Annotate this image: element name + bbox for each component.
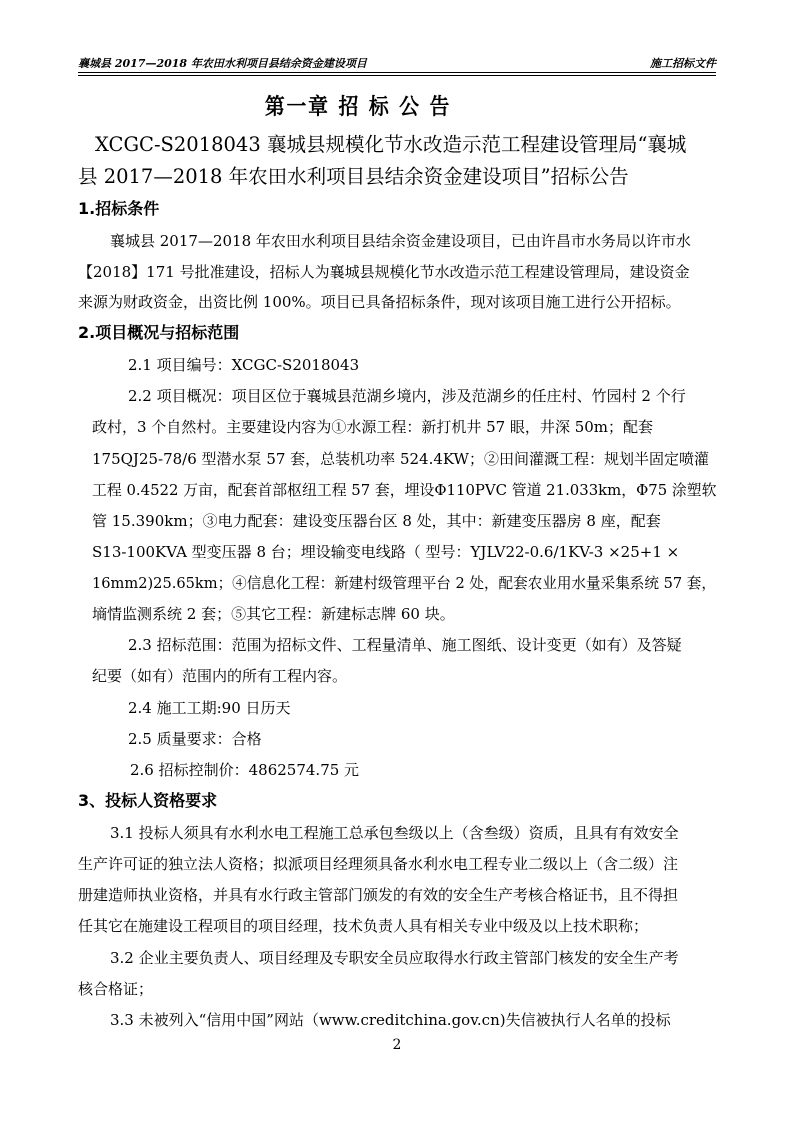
- chapter-title: 第一章 招 标 公 告: [264, 94, 452, 120]
- paragraph-line: S13-100KVA 型变压器 8 台；埋设输变电线路（ 型号：YJLV22-0.6/1KV-3 ×25+1 ×: [92, 543, 680, 561]
- paragraph-line: 政村，3 个自然村。主要建设内容为①水源工程：新打机井 57 眼，井深 50m；配套: [92, 418, 654, 436]
- paragraph-line: 3.3 未被列入“信用中国”网站（www.creditchina.gov.cn)失信被执行人名单的投标: [110, 1011, 671, 1029]
- paragraph-line: 墒情监测系统 2 套；⑤其它工程：新建标志牌 60 块。: [92, 605, 455, 623]
- page-number: 2: [392, 1037, 402, 1053]
- paragraph-line: 生产许可证的独立法人资格；拟派项目经理须具备水利水电工程专业二级以上（含二级）注: [78, 855, 679, 873]
- paragraph-line: 3.2 企业主要负责人、项目经理及专职安全员应取得水行政主管部门核发的安全生产考: [110, 949, 679, 967]
- announcement-title-line: 县 2017—2018 年农田水利项目县结余资金建设项目”招标公告: [78, 165, 629, 188]
- paragraph-line: 【2018】171 号批准建设，招标人为襄城县规模化节水改造示范工程建设管理局，建设资金: [78, 263, 690, 281]
- section-heading: 2.项目概况与招标范围: [78, 323, 240, 342]
- paragraph-line: 襄城县 2017—2018 年农田水利项目县结余资金建设项目，已由许昌市水务局以许市水: [110, 232, 691, 250]
- paragraph-line: 175QJ25-78/6 型潜水泵 57 套，总装机功率 524.4KW；②田间灌溉工程：规划半固定喷灌: [92, 450, 709, 468]
- paragraph-line: 来源为财政资金，出资比例 100%。项目已具备招标条件，现对该项目施工进行公开招标。: [78, 293, 681, 311]
- paragraph-line: 管 15.390km；③电力配套：建设变压器台区 8 处，其中：新建变压器房 8 座，配套: [92, 512, 661, 530]
- section-heading: 3、投标人资格要求: [78, 791, 218, 810]
- paragraph-line: 工程 0.4522 万亩，配套首部枢纽工程 57 套，埋设Φ110PVC 管道 21.033km，Φ75 涂塑软: [92, 481, 717, 499]
- paragraph-line: 任其它在施建设工程项目的项目经理，技术负责人具有相关专业中级及以上技术职称；: [78, 917, 649, 935]
- paragraph-line: 2.3 招标范围：范围为招标文件、工程量清单、施工图纸、设计变更（如有）及答疑: [128, 636, 682, 654]
- paragraph-line: 核合格证；: [78, 980, 154, 998]
- header-project-name: 襄城县 2017—2018 年农田水利项目县结余资金建设项目: [78, 57, 367, 70]
- section-heading: 1.招标条件: [78, 199, 160, 218]
- paragraph-line: 2.1 项目编号：XCGC-S2018043: [128, 356, 360, 374]
- paragraph-line: 2.5 质量要求：合格: [128, 730, 262, 748]
- header-document-type: 施工招标文件: [650, 57, 716, 70]
- paragraph-line: 2.4 施工工期:90 日历天: [128, 699, 291, 717]
- announcement-title-line: XCGC-S2018043 襄城县规模化节水改造示范工程建设管理局“襄城: [95, 133, 687, 156]
- paragraph-line: 2.6 招标控制价：4862574.75 元: [130, 761, 360, 779]
- page-header: [78, 55, 716, 73]
- paragraph-line: 纪要（如有）范围内的所有工程内容。: [92, 667, 348, 685]
- header-divider-thin: [78, 75, 716, 76]
- header-divider: [78, 72, 716, 73]
- paragraph-line: 册建造师执业资格，并具有水行政主管部门颁发的有效的安全生产考核合格证书，且不得担: [78, 886, 679, 904]
- paragraph-line: 3.1 投标人须具有水利水电工程施工总承包叁级以上（含叁级）资质，且具有有效安全: [110, 824, 679, 842]
- paragraph-line: 16mm2)25.65km；④信息化工程：新建村级管理平台 2 处，配套农业用水量采集系统 57 套，: [92, 574, 716, 592]
- paragraph-line: 2.2 项目概况：项目区位于襄城县范湖乡境内，涉及范湖乡的任庄村、竹园村 2 个行: [128, 387, 686, 405]
